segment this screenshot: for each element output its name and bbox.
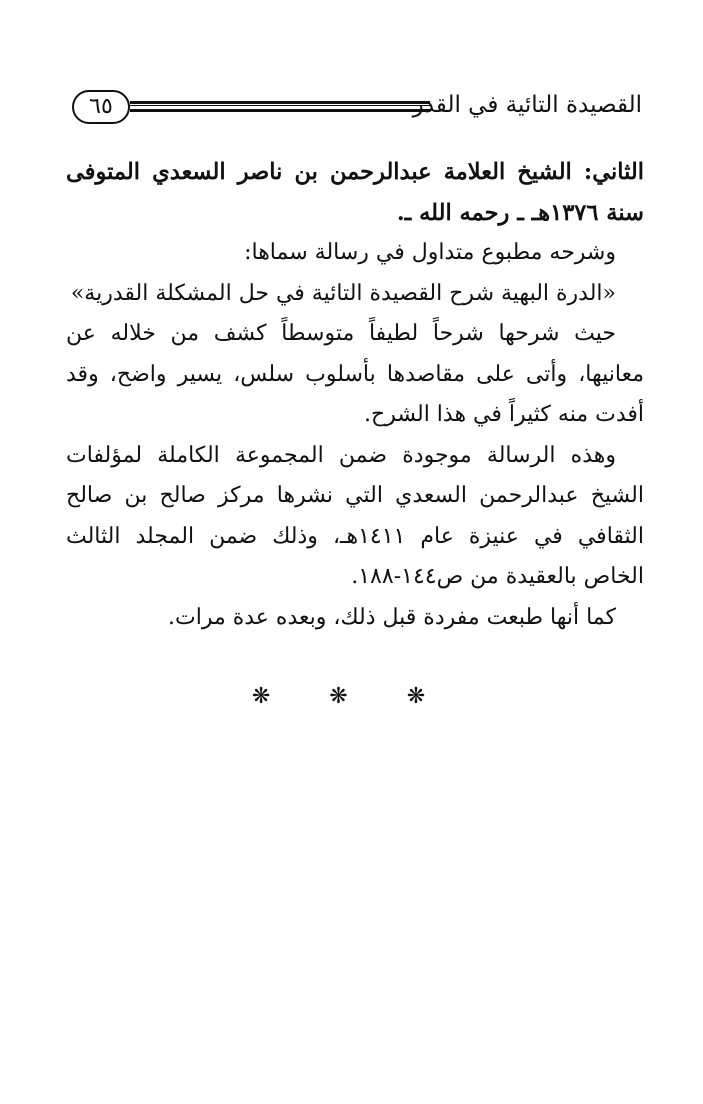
paragraph-reprints: كما أنها طبعت مفردة قبل ذلك، وبعده عدة مرات. xyxy=(168,604,616,630)
paragraph-book-title: «الدرة البهية شرح القصيدة التائية في حل المشكلة القدرية» xyxy=(70,280,616,306)
paragraph-title-intro: وشرحه مطبوع متداول في رسالة سماها: xyxy=(244,240,616,265)
page-header xyxy=(70,84,642,130)
section-ornament: ❋ ❋ ❋ xyxy=(251,684,452,709)
body-text xyxy=(66,152,644,638)
paragraph-edition-info: وهذه الرسالة موجودة ضمن المجموعة الكاملة لمؤلفات الشيخ عبدالرحمن السعدي التي نشرها مركز صالح بن صالح الثقافي في عنيزة عام ١٤١١هـ، وذلك ضمن المجلد الثالث الخاص بالعقيدة من ص١٤٤-١٨٨. xyxy=(66,442,644,589)
running-title: القصيدة التائية في القدر xyxy=(412,92,642,118)
page-number: ٦٥ xyxy=(72,90,130,124)
header-rule xyxy=(130,101,430,112)
paragraph-lead: الثاني: الشيخ العلامة عبدالرحمن بن ناصر السعدي المتوفى سنة ١٣٧٦هـ ـ رحمه الله ـ. xyxy=(66,159,644,226)
paragraph-description: حيث شرحها شرحاً لطيفاً متوسطاً كشف من خلاله عن معانيها، وأتى على مقاصدها بأسلوب سلس، يسير واضح، وقد أفدت منه كثيراً في هذا الشرح. xyxy=(66,321,644,427)
